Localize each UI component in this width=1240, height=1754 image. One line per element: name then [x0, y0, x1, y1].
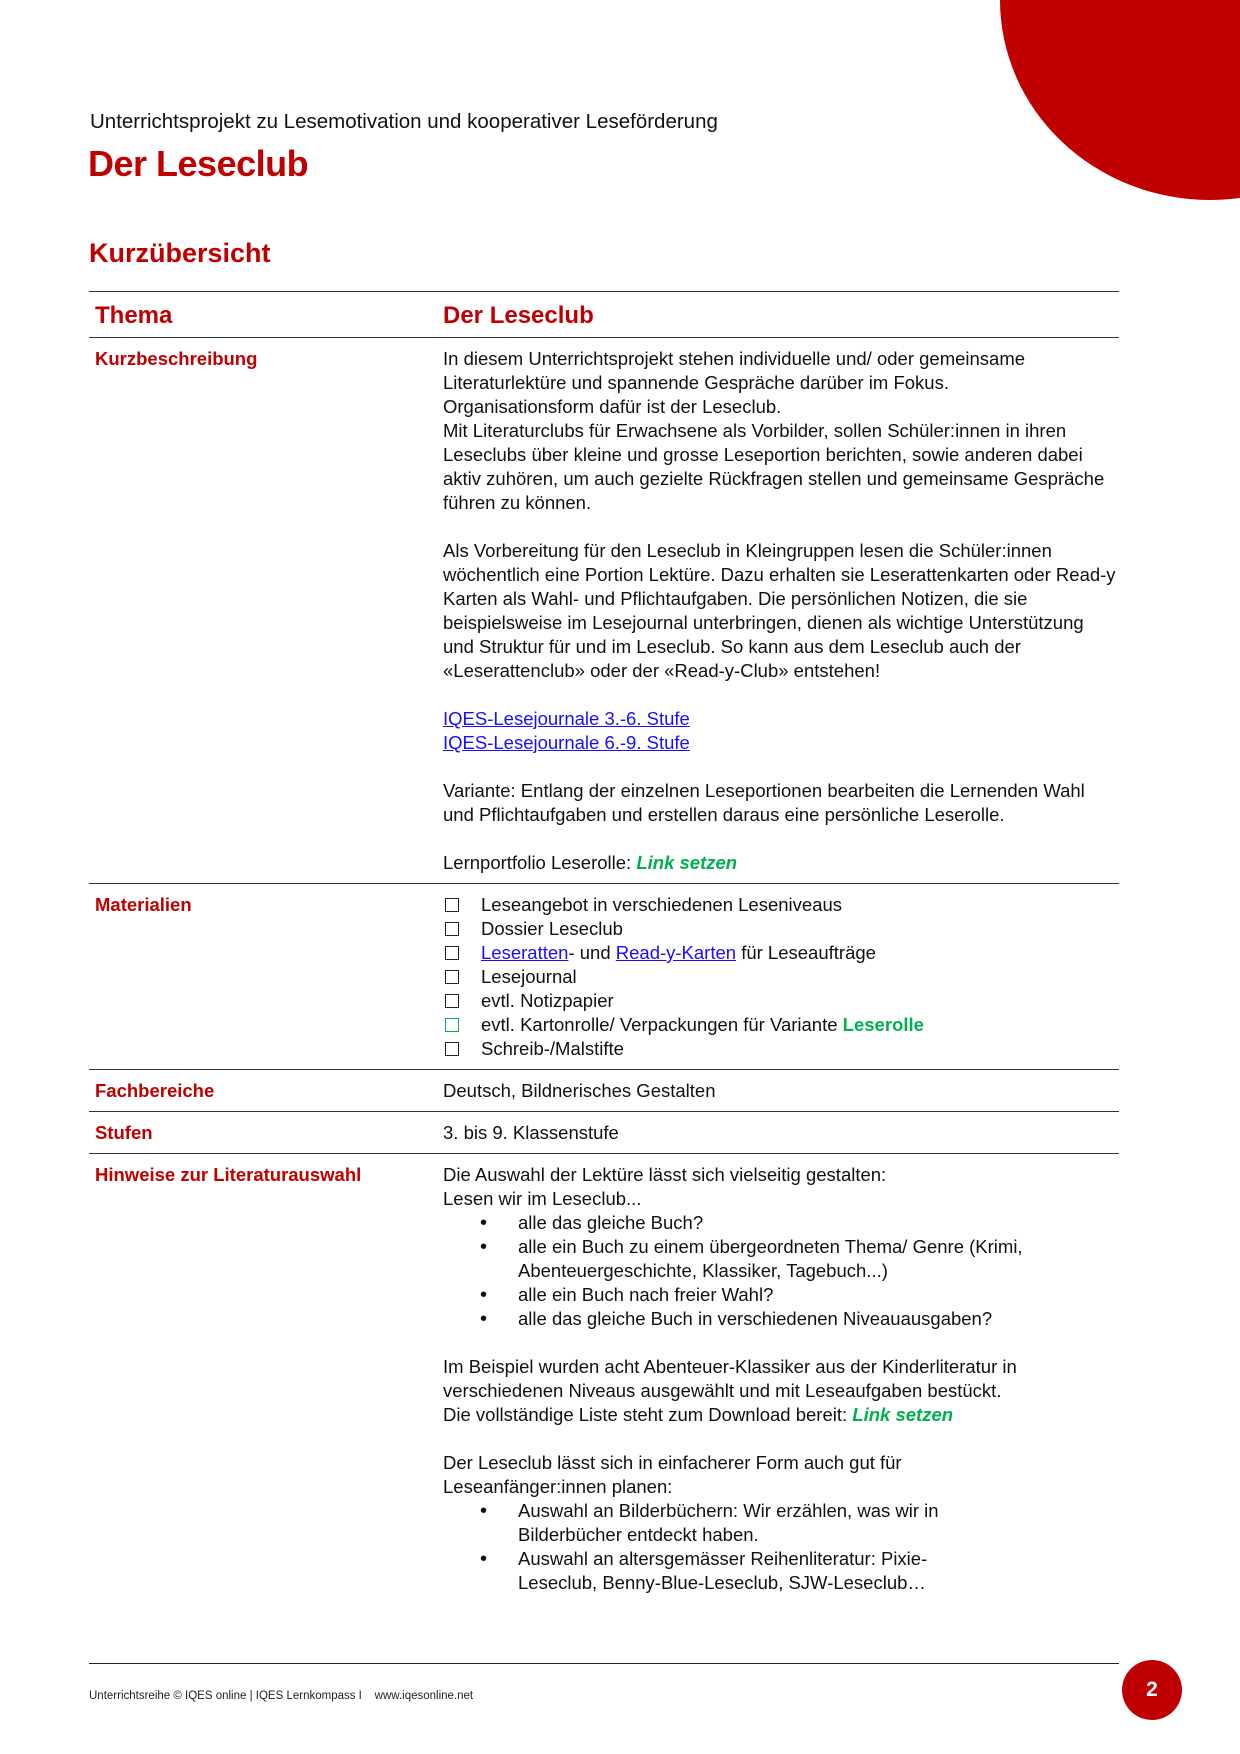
row-value — [443, 884, 1119, 1069]
document-subtitle: Unterrichtsprojekt zu Lesemotivation und kooperativer Leseförderung — [90, 110, 718, 133]
link-leseratten[interactable]: Leseratten — [481, 942, 569, 963]
checkbox-icon[interactable] — [445, 922, 459, 936]
list-item: • Auswahl an Bilderbüchern: Wir erzählen, was wir in Bilderbücher entdeckt haben. — [443, 1499, 1003, 1547]
portfolio-link-placeholder[interactable]: Link setzen — [636, 852, 738, 873]
table-row-hinweise — [89, 1154, 1119, 1603]
page-number-badge: 2 — [1122, 1660, 1182, 1720]
beginner-options-list — [443, 1499, 1003, 1595]
overview-table — [89, 291, 1119, 1603]
checklist-item: Lesejournal — [443, 965, 1119, 989]
footer-text: Unterrichtsreihe © IQES online | IQES Lernkompass I www.iqesonline.net — [89, 1690, 474, 1702]
row-label: Kurzbeschreibung — [95, 348, 258, 369]
checklist-item: Schreib-/Malstifte — [443, 1037, 1119, 1061]
row-value — [443, 338, 1119, 883]
table-row-materialien — [89, 884, 1119, 1070]
list-item: • alle ein Buch nach freier Wahl? — [443, 1283, 1119, 1307]
checklist-item: evtl. Kartonrolle/ Verpackungen für Variante Leserolle — [443, 1013, 1119, 1037]
portfolio-label: Lernportfolio Leserolle: — [443, 852, 637, 873]
row-label: Materialien — [95, 894, 192, 915]
description-line: Literaturlektüre und spannende Gespräche darüber im Fokus. — [443, 372, 949, 393]
description-paragraph: Mit Literaturclubs für Erwachsene als Vorbilder, sollen Schüler:innen in ihren Leseclubs über kleine und grosse Leseportion berichten, sowie anderen dabei aktiv zuhören, um auch gezielte Rückfragen stellen und gemeinsame Gespräche führen zu können. — [443, 420, 1105, 513]
description-paragraph: Als Vorbereitung für den Leseclub in Kleingruppen lesen die Schüler:innen wöchentlich eine Portion Lektüre. Dazu erhalten sie Leserattenkarten oder Read-y Karten als Wahl- und Pflichtaufgaben. Die persönlichen Notizen, die sie beispielsweise im Lesejournal unterbringen, dienen als wichtige Unterstützung und Struktur für und im Leseclub. So kann aus dem Leseclub auch der «Leserattenclub» oder der «Read-y-Club» entstehen! — [443, 540, 1116, 681]
list-item: • alle das gleiche Buch in verschiedenen Niveauausgaben? — [443, 1307, 1119, 1331]
row-value: Deutsch, Bildnerisches Gestalten — [443, 1080, 716, 1101]
checklist-item: evtl. Notizpapier — [443, 989, 1119, 1013]
section-title: Kurzübersicht — [89, 238, 271, 268]
checkbox-icon[interactable] — [445, 1018, 459, 1032]
checkbox-icon[interactable] — [445, 898, 459, 912]
checklist-item: Leseangebot in verschiedenen Leseniveaus — [443, 893, 1119, 917]
checkbox-icon[interactable] — [445, 946, 459, 960]
document-title: Der Leseclub — [88, 143, 309, 184]
row-value: Der Leseclub — [443, 302, 594, 329]
table-row-stufen — [89, 1112, 1119, 1154]
materials-checklist — [443, 893, 1119, 1061]
description-line: In diesem Unterrichtsprojekt stehen individuelle und/ oder gemeinsame — [443, 348, 1026, 369]
row-value: 3. bis 9. Klassenstufe — [443, 1122, 619, 1143]
decorative-red-shape — [1000, 0, 1240, 200]
checkbox-icon[interactable] — [445, 970, 459, 984]
checkbox-icon[interactable] — [445, 994, 459, 1008]
row-label: Hinweise zur Literaturauswahl — [95, 1164, 362, 1185]
leserolle-highlight: Leserolle — [842, 1014, 924, 1035]
link-lesejournale-3-6[interactable]: IQES-Lesejournale 3.-6. Stufe — [443, 708, 690, 729]
row-value: Die Auswahl der Lektüre lässt sich vielseitig gestalten: Lesen wir im Leseclub... • alle das gleiche Buch? • alle ein Buch zu einem übergeordneten Thema/ Genre (Krimi, Abenteuergeschichte, Klassiker, Tagebuch...) • alle ein Buch nach freier Wahl? • alle das gleiche Buch in verschiedenen Niveauausgaben? Im Beispiel wurden acht Abenteuer-Klassiker aus der Kinderliteratur in verschiedenen Niveaus ausgewählt und mit Leseaufgaben bestückt. Die vollständige Liste steht zum Download bereit: Link setzen Der Leseclub lässt sich in einfacherer Form auch gut für Leseanfänger:innen planen: • Auswahl an Bilderbüchern: Wir erzählen, was wir in Bilderbücher entdeckt haben. • Auswahl an altersgemässer Reihenliteratur: Pixie-Leseclub, Benny-Blue-Leseclub, SJW-Leseclub… — [443, 1154, 1119, 1603]
table-row-fachbereiche — [89, 1070, 1119, 1112]
download-link-placeholder[interactable]: Link setzen — [852, 1404, 954, 1425]
description-line: Organisationsform dafür ist der Leseclub. — [443, 396, 782, 417]
row-label: Stufen — [95, 1122, 153, 1143]
table-row-thema — [89, 291, 1119, 338]
link-read-y-karten[interactable]: Read-y-Karten — [615, 942, 737, 963]
checkbox-icon[interactable] — [445, 1042, 459, 1056]
variante-paragraph: Variante: Entlang der einzelnen Leseportionen bearbeiten die Lernenden Wahl und Pflichtaufgaben und erstellen daraus eine persönliche Leserolle. — [443, 780, 1085, 825]
portfolio-line — [443, 851, 1119, 875]
list-item: • Auswahl an altersgemässer Reihenliteratur: Pixie-Leseclub, Benny-Blue-Leseclub, SJW-Leseclub… — [443, 1547, 1003, 1595]
link-lesejournale-6-9[interactable]: IQES-Lesejournale 6.-9. Stufe — [443, 732, 690, 753]
row-label: Fachbereiche — [95, 1080, 215, 1101]
selection-options-list — [443, 1211, 1119, 1331]
checklist-item: Dossier Leseclub — [443, 917, 1119, 941]
footer-divider — [89, 1663, 1119, 1664]
row-label: Thema — [95, 302, 173, 329]
list-item: • alle ein Buch zu einem übergeordneten Thema/ Genre (Krimi, Abenteuergeschichte, Klassiker, Tagebuch...) — [443, 1235, 1119, 1283]
table-row-kurzbeschreibung — [89, 338, 1119, 884]
list-item: • alle das gleiche Buch? — [443, 1211, 1119, 1235]
checklist-item: Leseratten- und Read-y-Karten für Leseaufträge — [443, 941, 1119, 965]
